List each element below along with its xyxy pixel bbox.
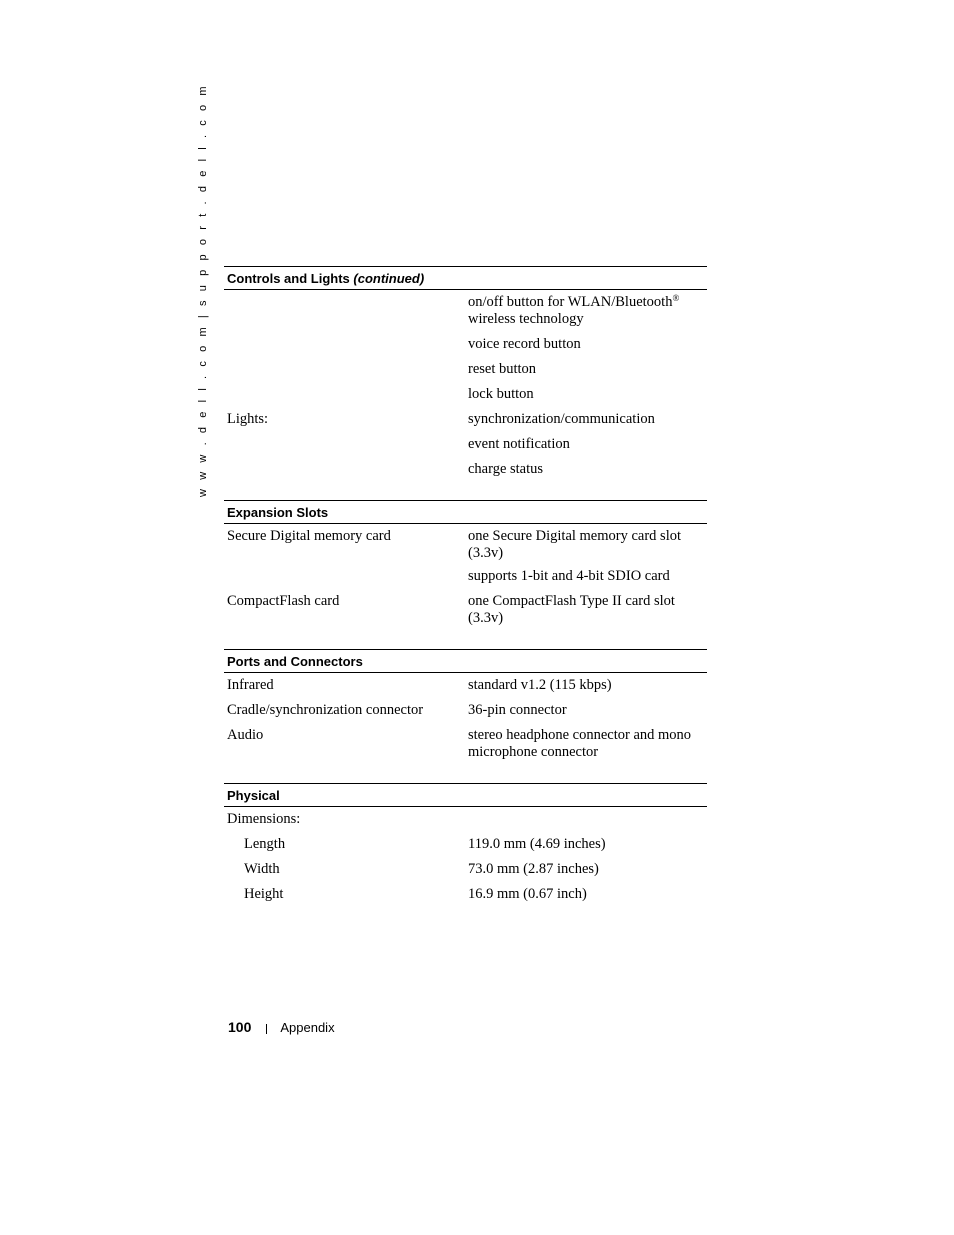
section-title (224, 266, 707, 290)
spec-value: 16.9 mm (0.67 inch) (468, 886, 587, 902)
spec-value: stereo headphone connector and mono microphone connector (468, 727, 692, 760)
spec-label (224, 336, 468, 353)
spec-value: charge status (468, 461, 544, 477)
page-number: 100 (228, 1019, 252, 1035)
spec-value: event notification (468, 436, 570, 452)
section-title-text: Controls and Lights (227, 271, 350, 286)
spec-label (224, 436, 468, 453)
spec-label: Lights: (227, 411, 269, 427)
spec-label (224, 294, 468, 328)
spec-value (468, 294, 707, 328)
spec-row (224, 436, 707, 453)
section-title: Expansion Slots (224, 500, 707, 524)
side-url-text: w w w . d e l l . c o m | s u p p o r t . d e l l . c o m (197, 83, 209, 497)
spec-row (224, 568, 707, 585)
spec-value: 36-pin connector (468, 702, 567, 718)
spec-label (224, 386, 468, 403)
spec-label: CompactFlash card (227, 593, 340, 609)
spec-row (224, 886, 707, 903)
spec-value-line: wireless technology (468, 311, 584, 327)
section-rows (224, 807, 707, 903)
spec-label (224, 361, 468, 378)
spec-row (224, 411, 707, 428)
spec-value-line: on/off button for WLAN/Bluetooth (468, 294, 673, 310)
section-title: Physical (224, 783, 707, 807)
section-title: Ports and Connectors (224, 649, 707, 673)
expansion-section (224, 500, 707, 627)
spec-label (224, 461, 468, 478)
section-rows (224, 673, 707, 761)
spec-row (224, 836, 707, 853)
spec-value: supports 1-bit and 4-bit SDIO card (468, 568, 670, 584)
spec-row (224, 336, 707, 353)
spec-row (224, 727, 707, 761)
section-rows (224, 290, 707, 478)
spec-label: Length (244, 836, 286, 852)
spec-label: Dimensions: (227, 811, 301, 827)
spec-row (224, 702, 707, 719)
spec-row (224, 811, 707, 828)
spec-value: voice record button (468, 336, 581, 352)
spec-row (224, 677, 707, 694)
spec-label: Infrared (227, 677, 274, 693)
ports-section (224, 649, 707, 761)
spec-row (224, 386, 707, 403)
footer-divider (266, 1024, 267, 1034)
spec-table (224, 266, 707, 925)
spec-label: Audio (227, 727, 264, 743)
spec-label (224, 568, 468, 585)
spec-value: one CompactFlash Type II card slot (3.3v) (468, 593, 675, 626)
spec-value: synchronization/communication (468, 411, 655, 427)
spec-value: 119.0 mm (4.69 inches) (468, 836, 606, 852)
registered-mark: ® (672, 293, 680, 303)
spec-value (468, 811, 707, 828)
page-footer (228, 1019, 335, 1035)
section-title-suffix: (continued) (353, 271, 425, 286)
spec-row (224, 861, 707, 878)
footer-section-name: Appendix (280, 1020, 335, 1035)
spec-label: Secure Digital memory card (227, 528, 391, 544)
section-rows (224, 524, 707, 627)
physical-section (224, 783, 707, 903)
spec-row (224, 593, 707, 627)
spec-label: Cradle/synchronization connector (227, 702, 424, 718)
spec-label: Width (244, 861, 280, 877)
spec-value: standard v1.2 (115 kbps) (468, 677, 612, 693)
controls-section (224, 266, 707, 478)
spec-row (224, 461, 707, 478)
spec-label: Height (244, 886, 284, 902)
spec-value: reset button (468, 361, 537, 377)
spec-value: lock button (468, 386, 534, 402)
spec-row (224, 361, 707, 378)
spec-row (224, 294, 707, 328)
spec-row (224, 528, 707, 562)
spec-value: 73.0 mm (2.87 inches) (468, 861, 599, 877)
spec-value: one Secure Digital memory card slot (3.3v) (468, 528, 682, 561)
